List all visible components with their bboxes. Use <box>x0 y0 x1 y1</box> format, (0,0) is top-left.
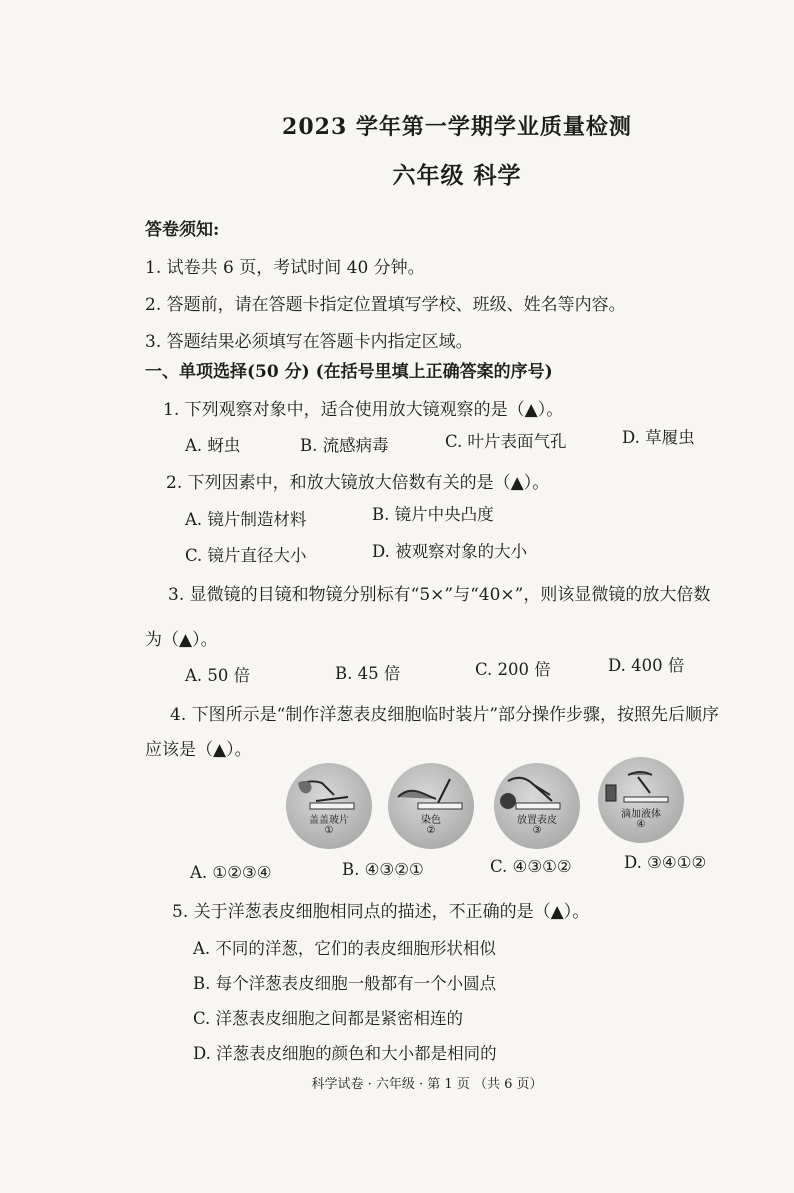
option-b: B. ④③②① <box>342 860 424 879</box>
option-c: C. 洋葱表皮细胞之间都是紧密相连的 <box>193 1009 464 1028</box>
figure-number: ② <box>426 825 436 836</box>
option-b: B. 45 倍 <box>335 664 401 683</box>
question-stem: 1. 下列观察对象中，适合使用放大镜观察的是（▲）。 <box>163 400 564 420</box>
instruction-item: 1. 试卷共 6 页，考试时间 40 分钟。 <box>145 258 425 278</box>
option-b: B. 镜片中央凸度 <box>372 505 494 524</box>
option-a: A. 50 倍 <box>185 666 251 685</box>
exam-subtitle: 六年级 科学 <box>392 162 522 189</box>
step-figure-staining <box>388 763 474 849</box>
question-stem: 4. 下图所示是“制作洋葱表皮细胞临时装片”部分操作步骤，按照先后顺序 <box>170 705 720 725</box>
figure-number: ① <box>324 825 334 836</box>
instruction-item: 2. 答题前，请在答题卡指定位置填写学校、班级、姓名等内容。 <box>145 295 626 315</box>
option-a: A. 蚜虫 <box>185 436 241 455</box>
option-c: C. 叶片表面气孔 <box>445 432 567 451</box>
option-a: A. 镜片制造材料 <box>185 510 307 529</box>
instruction-item: 3. 答题结果必须填写在答题卡内指定区域。 <box>145 332 473 352</box>
figure-label: 滴加液体 <box>621 809 661 820</box>
option-d: D. ③④①② <box>624 853 707 872</box>
figure-label: 放置表皮 <box>517 815 557 826</box>
step-figure-adding-liquid <box>598 757 684 843</box>
option-c: C. ④③①② <box>490 857 572 876</box>
option-a: A. ①②③④ <box>190 863 272 882</box>
question-stem-continued: 为（▲）。 <box>145 630 218 650</box>
option-a: A. 不同的洋葱，它们的表皮细胞形状相似 <box>193 939 496 958</box>
question-stem: 2. 下列因素中，和放大镜放大倍数有关的是（▲）。 <box>166 473 550 493</box>
step-figure-cover-slip <box>286 763 372 849</box>
section-heading: 一、单项选择(50 分) (在括号里填上正确答案的序号) <box>145 362 553 382</box>
instructions-heading: 答卷须知: <box>145 220 220 240</box>
question-stem: 3. 显微镜的目镜和物镜分别标有“5×”与“40×”，则该显微镜的放大倍数 <box>168 585 711 605</box>
exam-title: 2023 学年第一学期学业质量检测 <box>282 114 632 140</box>
dropper-adding-icon <box>598 757 684 843</box>
question-stem-continued: 应该是（▲）。 <box>145 740 252 760</box>
figure-number: ④ <box>636 819 646 830</box>
figure-label: 染色 <box>421 815 441 826</box>
option-c: C. 200 倍 <box>475 660 551 679</box>
step-figure-placing-epidermis <box>494 763 580 849</box>
option-d: D. 400 倍 <box>608 656 685 675</box>
hand-cover-slip-icon <box>286 763 372 849</box>
tweezers-placing-icon <box>494 763 580 849</box>
option-d: D. 洋葱表皮细胞的颜色和大小都是相同的 <box>193 1044 497 1063</box>
figure-label: 盖盖玻片 <box>309 815 349 826</box>
page-footer: 科学试卷 · 六年级 · 第 1 页 （共 6 页） <box>311 1077 543 1092</box>
option-b: B. 每个洋葱表皮细胞一般都有一个小圆点 <box>193 974 497 993</box>
hand-staining-icon <box>388 763 474 849</box>
option-d: D. 被观察对象的大小 <box>372 542 528 561</box>
option-d: D. 草履虫 <box>622 428 695 447</box>
option-b: B. 流感病毒 <box>300 436 389 455</box>
question-stem: 5. 关于洋葱表皮细胞相同点的描述，不正确的是（▲）。 <box>172 902 590 922</box>
option-c: C. 镜片直径大小 <box>185 546 307 565</box>
figure-number: ③ <box>532 825 542 836</box>
